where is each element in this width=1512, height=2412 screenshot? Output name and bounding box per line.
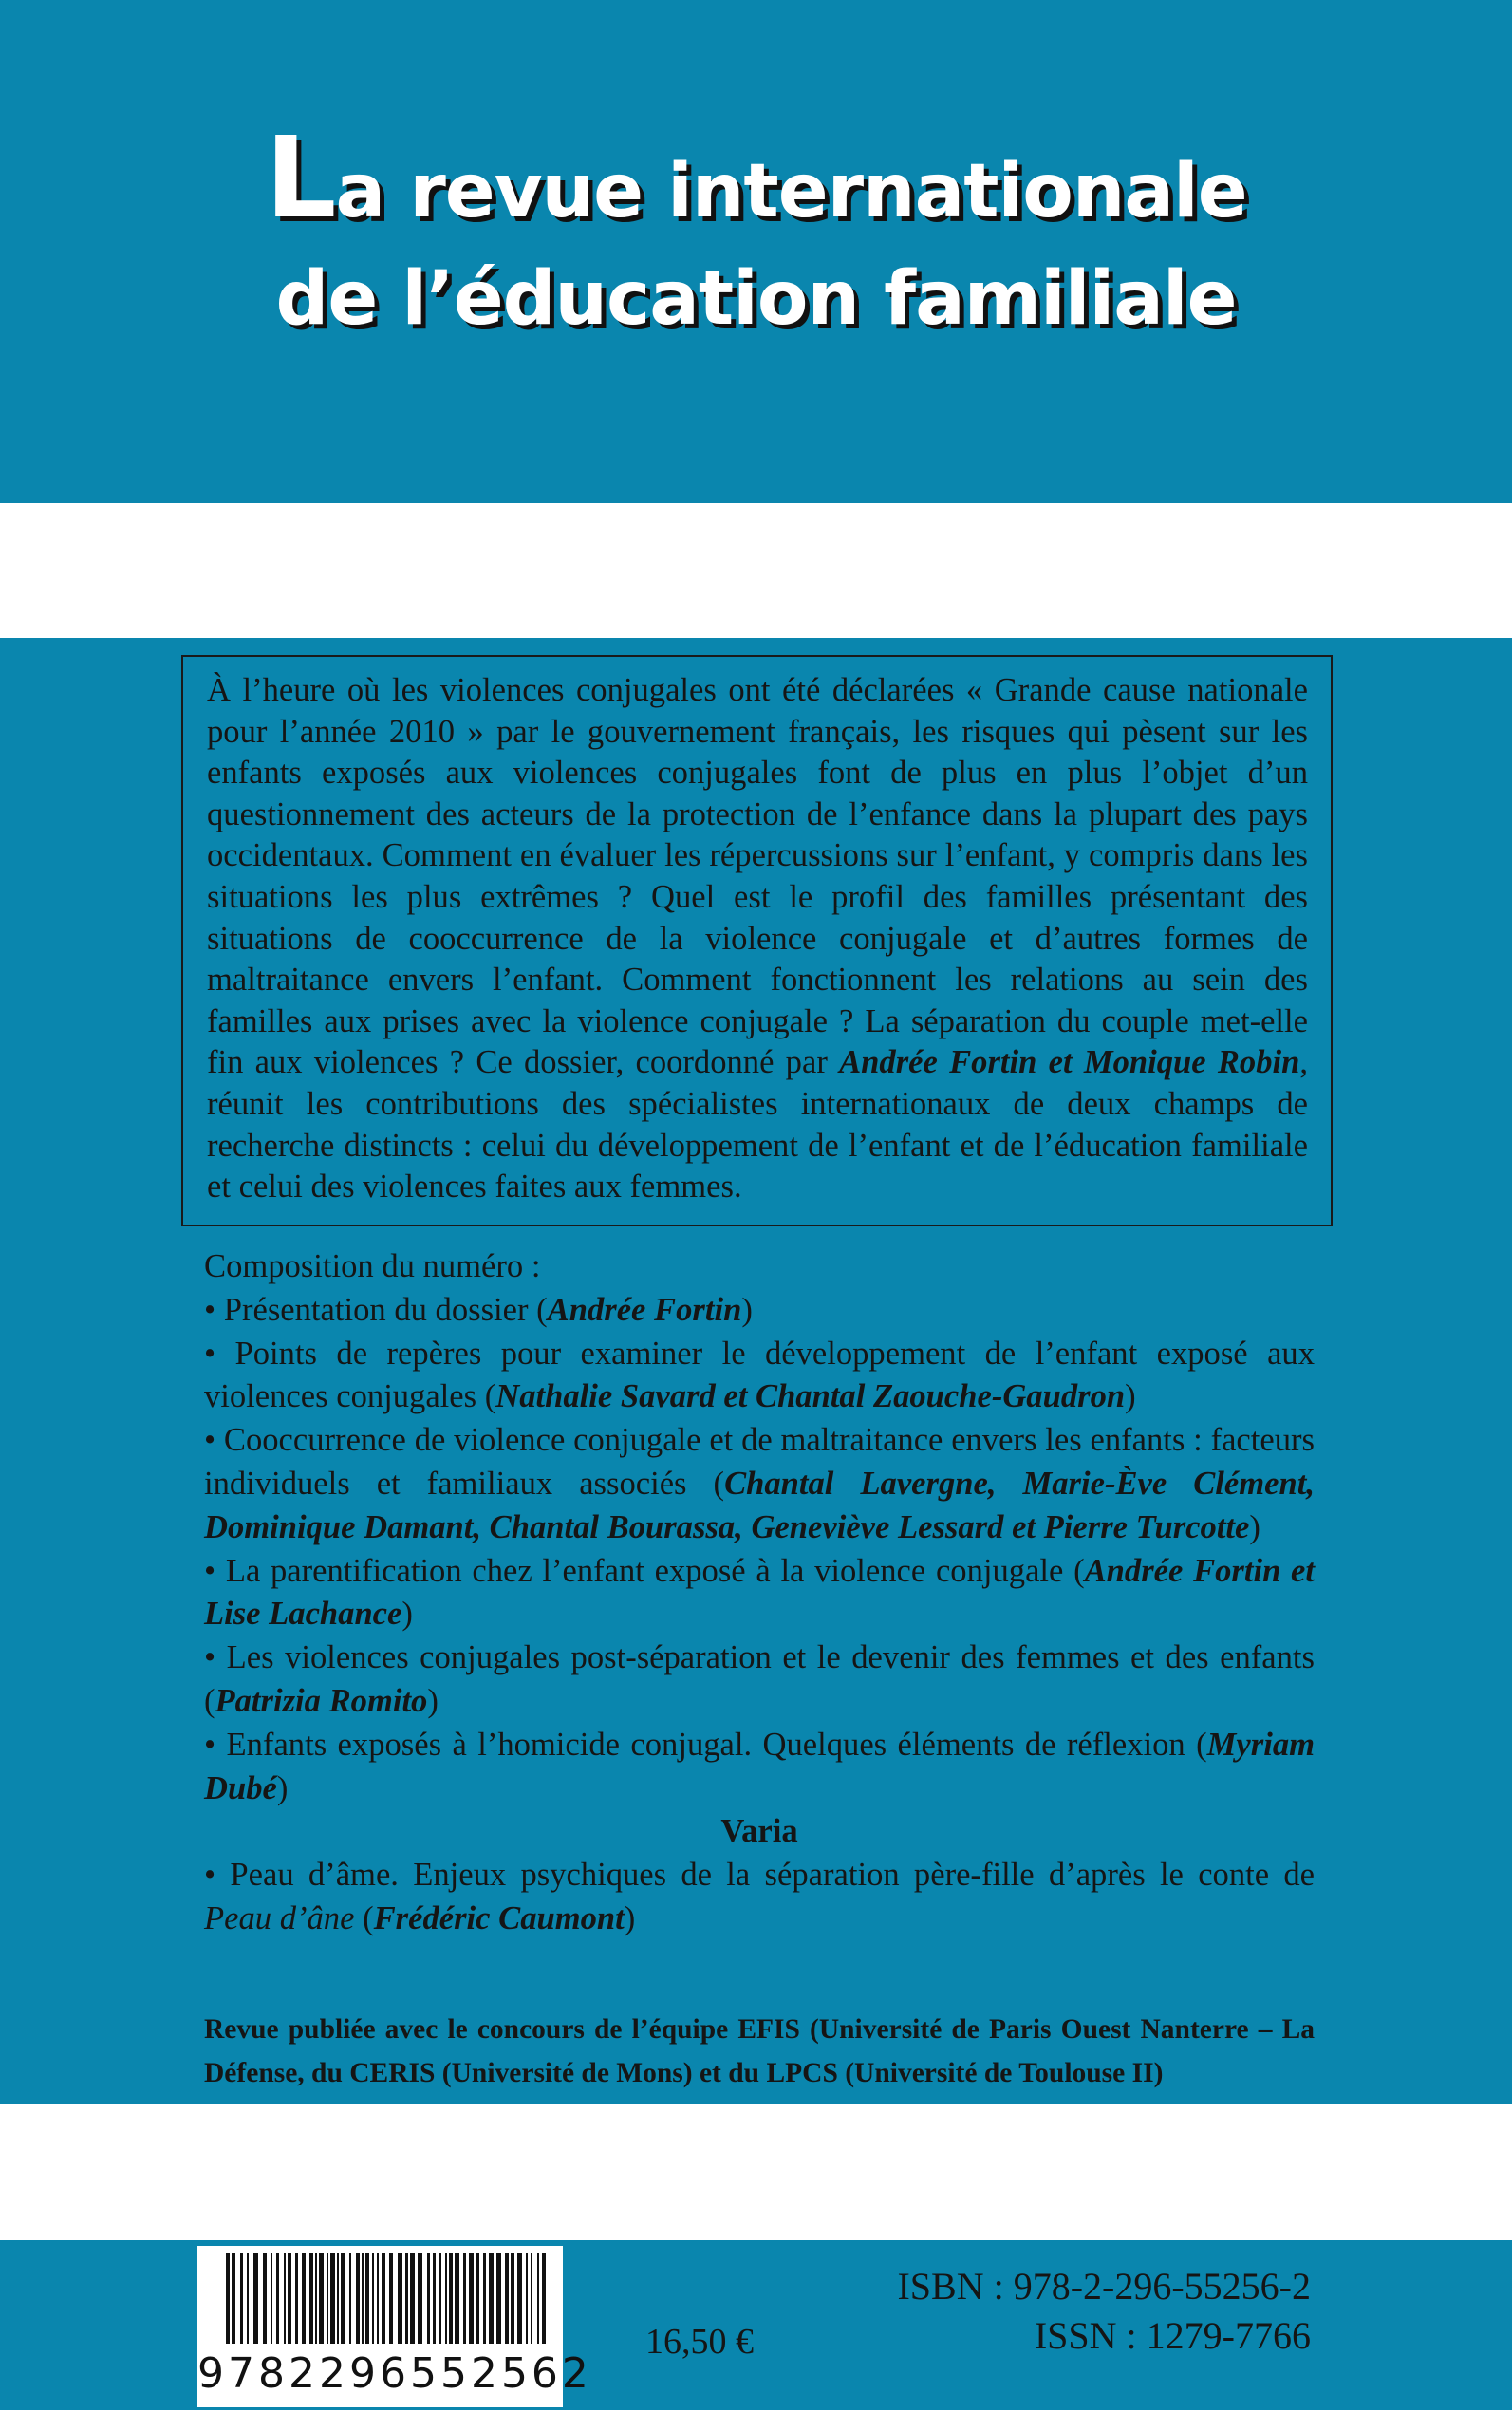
item-title: • Points de repères pour examiner le développement de l’enfant exposé aux violences conjugales ( — [204, 1335, 1315, 1415]
contents-item — [204, 1333, 1315, 1420]
varia-open: ( — [354, 1899, 374, 1936]
top-color-band — [0, 0, 1512, 503]
item-title: • La parentification chez l’enfant exposé à la violence conjugale ( — [204, 1552, 1085, 1589]
varia-close: ) — [624, 1899, 636, 1936]
barcode-bar — [240, 2253, 243, 2348]
contents-item — [204, 1636, 1315, 1724]
barcode-bar — [247, 2253, 249, 2348]
barcode-bar — [483, 2253, 486, 2348]
item-close: ) — [427, 1682, 439, 1719]
barcode-bar — [263, 2253, 267, 2348]
barcode-bar — [362, 2253, 364, 2348]
barcode-bar — [531, 2253, 532, 2348]
barcode-bar — [449, 2253, 453, 2348]
item-authors: Andrée Fortin — [547, 1291, 742, 1328]
contents-item — [204, 1550, 1315, 1637]
title-line-1-text: a revue internationale — [335, 149, 1247, 234]
barcode-bar — [253, 2253, 258, 2348]
abstract-box — [181, 655, 1333, 1226]
barcode-bar — [517, 2253, 522, 2348]
barcode-bar — [356, 2253, 360, 2348]
barcode-bar — [496, 2253, 501, 2348]
contents-item — [204, 1419, 1315, 1549]
item-authors: Nathalie Savard et Chantal Zaouche-Gaudron — [495, 1378, 1126, 1415]
cover-title-line-2: de l’éducation familiale — [275, 256, 1237, 342]
contents-item — [204, 1724, 1315, 1811]
barcode-bar — [341, 2253, 345, 2348]
barcode-bar — [405, 2253, 408, 2348]
barcode-bar — [463, 2253, 466, 2348]
contents-heading: Composition du numéro : — [204, 1248, 541, 1284]
abstract-coordinators: Andrée Fortin et Monique Robin — [839, 1044, 1300, 1081]
barcode-bar — [433, 2253, 436, 2348]
sponsor-note: Revue publiée avec le concours de l’équipe EFIS (Université de Paris Ouest Nanterre – La Défense, du CERIS (Université de Mons) et du LPCS (Université de Toulouse II) — [204, 2014, 1315, 2088]
item-close: ) — [1125, 1378, 1136, 1415]
barcode-bar — [288, 2253, 291, 2348]
barcode-bar — [489, 2253, 494, 2348]
barcode-bar — [295, 2253, 298, 2348]
barcode-bar — [511, 2253, 514, 2348]
item-close: ) — [1249, 1508, 1260, 1545]
barcode-bar — [445, 2253, 447, 2348]
barcode-bar — [349, 2253, 351, 2348]
item-authors: Andrée Fortin et Lise Lachance — [204, 1552, 1315, 1633]
barcode-bar — [330, 2253, 335, 2348]
abstract-part-2: , réunit les contributions des spécialistes internationaux de deux champs de recherche distincts : celui du développement de l’enfant et de l’éducation familiale et celui des violences faites aux femmes. — [207, 1044, 1308, 1206]
barcode — [197, 2246, 592, 2407]
barcode-bar — [542, 2253, 546, 2348]
barcode-bar — [271, 2253, 272, 2348]
barcode-bar — [418, 2253, 422, 2348]
barcode-bar — [337, 2253, 339, 2348]
barcode-bar — [309, 2253, 313, 2348]
item-close: ) — [401, 1596, 413, 1633]
barcode-bar — [537, 2253, 539, 2348]
item-authors: Chantal Lavergne, Marie-Ève Clément, Dominique Damant, Chantal Bourassa, Geneviève Lessard et Pierre Turcotte — [204, 1465, 1315, 1545]
barcode-bar — [284, 2253, 286, 2348]
table-of-contents — [204, 1245, 1315, 1941]
item-authors: Myriam Dubé — [204, 1726, 1315, 1806]
varia-heading: Varia — [720, 1813, 798, 1850]
contents-item — [204, 1289, 1315, 1333]
varia-title: • Peau d’âme. Enjeux psychiques de la séparation père-fille d’après le conte de — [204, 1857, 1315, 1894]
item-title: • Présentation du dossier ( — [204, 1291, 548, 1328]
barcode-bar — [327, 2253, 328, 2348]
barcode-bar — [302, 2253, 306, 2348]
barcode-bar — [505, 2253, 509, 2348]
barcode-bar — [226, 2253, 230, 2348]
cover-title-line-1 — [0, 112, 1512, 243]
abstract-part-1: À l’heure où les violences conjugales ont été déclarées « Grande cause nationale pour l’année 2010 » par le gouvernement français, les risques qui pèsent sur les enfants exposés aux violences conjugales font de plus en plus l’objet d’un questionnement des acteurs de la protection de l’enfance dans la plupart des pays occidentaux. Comment en évaluer les répercussions sur l’enfant, y compris dans les situations les plus extrêmes ? Quel est le profil des familles présentant des situations de cooccurrence de la violence conjugale et d’autres formes de maltraitance envers l’enfant. Comment fonctionnent les relations au sein des familles aux prises avec la violence conjugale ? La séparation du couple met-elle fin aux violences ? Ce dossier, coordonné par — [207, 672, 1308, 1081]
barcode-bar — [526, 2253, 528, 2348]
price: 16,50 € — [645, 2322, 754, 2362]
title-initial-letter: L — [265, 112, 336, 243]
item-authors: Patrizia Romito — [215, 1682, 428, 1719]
barcode-bar — [365, 2253, 369, 2348]
barcode-bar — [382, 2253, 385, 2348]
barcode-bar — [410, 2253, 415, 2348]
item-title: • Cooccurrence de violence conjugale et de maltraitance envers les enfants : facteurs individuels et familiaux associés ( — [204, 1422, 1315, 1502]
barcode-bar — [377, 2253, 379, 2348]
barcode-bar — [476, 2253, 479, 2348]
item-title: • Enfants exposés à l’homicide conjugal. Quelques éléments de réflexion ( — [204, 1726, 1207, 1763]
barcode-bar — [398, 2253, 402, 2348]
barcode-bar — [469, 2253, 474, 2348]
barcode-digits: 9782296552562 — [197, 2344, 563, 2404]
issn: ISSN : 1279-7766 — [1034, 2314, 1311, 2357]
barcode-bar — [232, 2253, 235, 2348]
abstract-text — [207, 670, 1308, 1208]
varia-authors: Frédéric Caumont — [373, 1899, 625, 1936]
varia-tale-title: Peau d’âne — [204, 1899, 355, 1936]
barcode-bar — [276, 2253, 279, 2348]
barcode-bar — [427, 2253, 430, 2348]
item-close: ) — [276, 1769, 289, 1806]
barcode-bar — [439, 2253, 441, 2348]
isbn: ISBN : 978-2-296-55256-2 — [897, 2265, 1311, 2308]
barcode-bar — [319, 2253, 324, 2348]
barcode-bar — [389, 2253, 393, 2348]
barcode-bar — [455, 2253, 459, 2348]
varia-item — [204, 1854, 1315, 1941]
barcode-bar — [372, 2253, 374, 2348]
item-title: • Les violences conjugales post-séparation et le devenir des femmes et des enfants ( — [204, 1639, 1315, 1719]
item-close: ) — [741, 1291, 753, 1328]
barcode-bar — [315, 2253, 317, 2348]
